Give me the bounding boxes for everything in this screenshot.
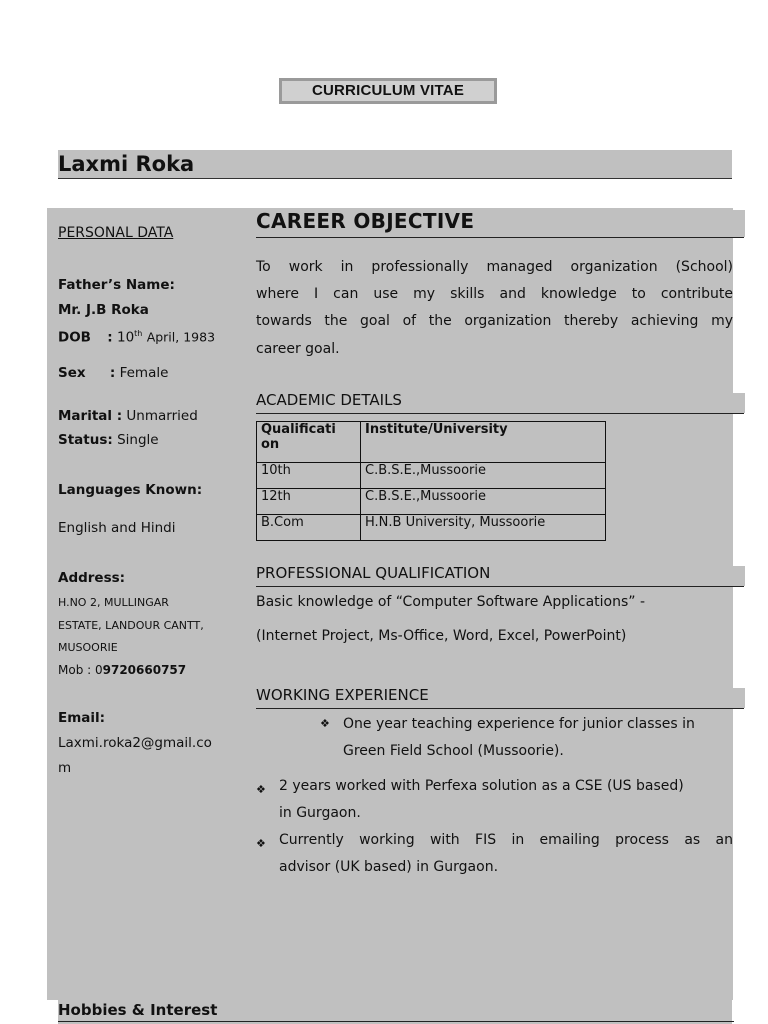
status-label: Status: [58,432,113,448]
institute-cell: H.N.B University, Mussoorie [361,515,606,541]
work-item-2-line-2: in Gurgaon. [279,805,361,821]
dob-sep: : [107,329,113,346]
work-heading: WORKING EXPERIENCE [256,686,429,704]
father-label: Father’s Name: [58,277,175,293]
institute-cell: C.B.S.E.,Mussoorie [361,489,606,515]
work-item-3-line-1: Currently working with FIS in emailing process as an [279,832,733,848]
bullet-icon: ❖ [256,837,266,850]
document-title: CURRICULUM VITAE [279,78,497,104]
academic-heading: ACADEMIC DETAILS [256,391,402,409]
table-row [257,515,606,541]
mobile-value: 9720660757 [102,663,187,677]
marital-label: Marital : [58,408,123,424]
bullet-icon: ❖ [256,783,266,796]
hobbies-heading: Hobbies & Interest [58,1001,218,1019]
work-tab [733,688,745,708]
qualification-header-line-2: on [261,437,280,452]
academic-tab [733,393,745,413]
dob-label: DOB [58,329,91,346]
academic-table-header [257,422,606,463]
career-line-4: career goal. [256,341,340,357]
work-item-1-line-2: Green Field School (Mussoorie). [343,743,564,759]
career-tab [733,210,745,237]
academic-table [256,421,606,541]
sex-row [58,364,168,382]
dob-day: 10 [116,329,135,346]
career-line-1: To work in professionally managed organization (School) [256,259,733,275]
dob-row [58,325,215,347]
work-rule [256,708,744,709]
address-line-2: ESTATE, LANDOUR CANTT, [58,619,204,632]
mobile-label: Mob : 0 [58,663,103,677]
marital-value: Unmarried [126,408,198,424]
qualification-cell: 12th [257,489,361,515]
mobile-row [58,661,186,679]
marital-row [58,407,198,425]
address-line-1: H.NO 2, MULLINGAR [58,596,169,609]
dob-rest: April, 1983 [146,329,216,345]
qualification-cell: 10th [257,463,361,489]
sex-label: Sex [58,365,86,381]
professional-line-1: Basic knowledge of “Computer Software Applications” - [256,594,646,610]
qualification-header-line-1: Qualificati [261,422,336,437]
professional-tab [733,566,745,586]
career-rule [256,237,744,238]
career-objective-heading: CAREER OBJECTIVE [256,209,475,233]
academic-rule [256,413,744,414]
career-line-2: where I can use my skills and knowledge to contribute [256,286,733,302]
bullet-icon: ❖ [320,717,330,730]
professional-rule [256,586,744,587]
status-value: Single [117,432,159,448]
bottom-rule [58,1021,734,1022]
email-label: Email: [58,710,106,726]
career-line-3: towards the goal of the organization thereby achieving my [256,313,733,329]
table-row [257,463,606,489]
table-row [257,489,606,515]
work-item-1-line-1: One year teaching experience for junior classes in [343,716,695,732]
email-line-1: Laxmi.roka2@gmail.co [58,735,212,751]
professional-heading: PROFESSIONAL QUALIFICATION [256,564,491,582]
institute-header: Institute/University [361,422,606,463]
sex-sep: : [109,365,116,381]
address-line-3: MUSOORIE [58,641,118,654]
address-label: Address: [58,570,126,586]
professional-line-2: (Internet Project, Ms-Office, Word, Excel, PowerPoint) [256,628,627,644]
father-value: Mr. J.B Roka [58,302,149,318]
sex-value: Female [119,365,169,381]
institute-cell: C.B.S.E.,Mussoorie [361,463,606,489]
languages-value: English and Hindi [58,520,176,536]
dob-sup: th [134,329,143,338]
candidate-name: Laxmi Roka [58,152,195,176]
qualification-cell: B.Com [257,515,361,541]
qualification-header [257,422,361,463]
status-row [58,431,159,449]
languages-label: Languages Known: [58,482,203,498]
personal-data-heading: PERSONAL DATA [58,225,174,241]
email-line-2: m [58,760,72,776]
work-item-3-line-2: advisor (UK based) in Gurgaon. [279,859,499,875]
work-item-2-line-1: 2 years worked with Perfexa solution as a CSE (US based) [279,778,684,794]
